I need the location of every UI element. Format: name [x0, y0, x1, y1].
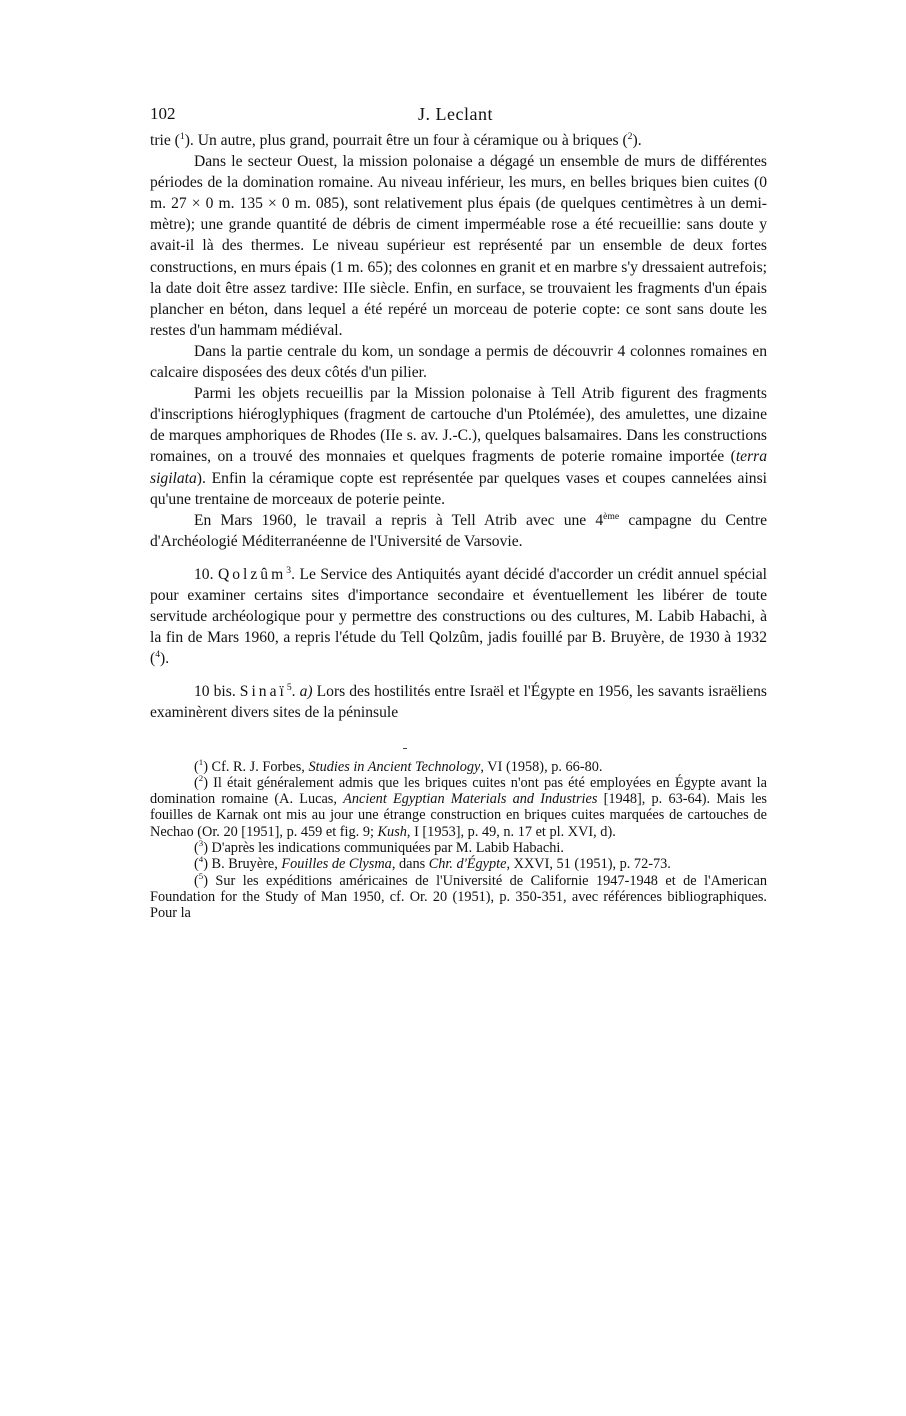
text: Cf. R. J. Forbes,: [207, 758, 309, 775]
footnote-mark: 2: [198, 773, 204, 784]
text: ).: [632, 132, 642, 149]
footnote-5: ($^5$) Sur les expéditions américaines de l'Université de Californie 1947-1948 et de l'American Foundation for the Study of Man 1950, cf. Or. 20 (1951), p. 350-351, avec références bibliographiques. Pour la: [150, 870, 767, 922]
text: Parmi les objets recueillis par la Mission polonaise à Tell Atrib figurent des fragments d'inscriptions hiéroglyphiques (fragment de cartouche d'un Ptolémée), des amulettes, une dizaine de marques amphoriques de Rhodes (IIe s. av. J.-C.), quelques balsamaires. Dans les constructions romaines, on a trouvé des monnaies et quelques fragments de poterie romaine importée (: [150, 385, 767, 466]
footnote-mark: 3: [198, 838, 204, 849]
text: . Le Service des Antiquités ayant décidé d'accorder un crédit annuel spécial pour examiner certains sites d'importance secondaire et éventuellement les libérer de toute servitude archéologique pour y permettre des constructions ou des cultures, M. Labib Habachi, à la fin de Mars 1960, a repris l'étude du Tell Qolzûm, jadis fouillé par B. Bruyère, de 1930 à 1932 (: [150, 565, 767, 668]
text: Lors des hostilités entre Israël et l'Égypte en 1956, les savants israëliens examinèrent divers sites de la péninsule: [150, 683, 767, 722]
section-gap: [150, 669, 767, 681]
superscript: ème: [603, 510, 620, 522]
text: , I [1953], p. 49, n. 17 et pl. XVI, d).: [406, 823, 616, 840]
text: , dans: [391, 856, 429, 873]
italic-title: Chr. d'Égypte: [428, 856, 507, 873]
text: D'après les indications communiquées par M. Labib Habachi.: [207, 840, 564, 857]
footnote-3: ($^3$) D'après les indications communiquées par M. Labib Habachi.: [194, 838, 564, 857]
paragraph-3: Dans la partie centrale du kom, un sondage a permis de découvrir 4 colonnes romaines en calcaire disposées des deux côtés d'un pilier.: [150, 342, 767, 382]
footnote-ref-2: 2: [627, 130, 633, 142]
section-10-paragraph: [150, 564, 767, 669]
italic-title: Kush: [377, 823, 407, 840]
running-head-author: J. Leclant: [418, 104, 493, 124]
page: [150, 96, 767, 922]
italic-title: Ancient Egyptian Materials and Industries: [343, 791, 598, 808]
footnote-2: ($^2$) Il était généralement admis que les briques cuites n'ont pas été employées en Égypte avant la domination romaine (A. Lucas, Ancient Egyptian Materials and Industries [1948], p. 63-64). Mais les fouilles de Karnak ont mis au jour une étrange construction en briques cuites marquées de cartouches de Nechao (Or. 20 [1951], p. 459 et fig. 9; Kush, I [1953], p. 49, n. 17 et pl. XVI, d).: [150, 773, 767, 840]
text: ). Enfin la céramique copte est représentée par quelques vases et coupes cannelées ainsi qu'une trentaine de morceaux de poterie peinte.: [150, 469, 767, 508]
page-number: 102: [150, 104, 176, 123]
section-10bis-paragraph: [150, 681, 767, 723]
section-number: 10.: [194, 565, 218, 583]
footnote-4: ($^4$) B. Bruyère, Fouilles de Clysma, dans Chr. d'Égypte, XXVI, 51 (1951), p. 72-73.: [194, 854, 671, 873]
text: B. Bruyère,: [207, 856, 282, 873]
footnote-mark: 1: [198, 756, 204, 767]
text: .: [291, 683, 300, 701]
paragraph-5: [150, 510, 767, 552]
text: campagne du Centre d'Archéologié Méditerranéenne de l'Université de Varsovie.: [150, 511, 767, 550]
footnote-ref-4: 4: [155, 649, 161, 661]
text: En Mars 1960, le travail a repris à Tell Atrib avec une 4: [194, 511, 604, 529]
paragraph-4: [150, 383, 767, 510]
main-text: [150, 130, 767, 724]
text: , VI (1958), p. 66-80.: [480, 758, 603, 775]
text: trie (: [150, 132, 180, 149]
section-gap: [150, 552, 767, 564]
text: Sur les expéditions américaines de l'Université de Californie 1947-1948 et de l'American Foundation for the Study of Man 1950, cf. Or. 20 (1951), p. 350-351, avec références bibliographiques. Pour la: [150, 872, 767, 922]
text: ). Un autre, plus grand, pourrait être un four à céramique ou à briques (: [184, 132, 628, 149]
footnote-mark: 4: [198, 854, 204, 865]
italic-title: Studies in Ancient Technology: [308, 758, 481, 775]
footnote-mark: 5: [198, 870, 204, 881]
footnote-1: ($^1$) Cf. R. J. Forbes, Studies in Ancient Technology, VI (1958), p. 66-80.: [194, 756, 603, 775]
text: Il était généralement admis que les briques cuites n'ont pas été employées en Égypte avant la domination romaine (A. Lucas,: [150, 774, 767, 808]
italic-title: Fouilles de Clysma: [281, 856, 392, 873]
footnote-ref-5: 5: [286, 682, 292, 694]
footnote-separator: [403, 748, 407, 749]
text: [1948], p. 63-64). Mais les fouilles de Karnak ont mis au jour une étrange construction en briques cuites marquées de cartouches de Nechao (Or. 20 [1951], p. 459 et fig. 9;: [150, 791, 767, 840]
italic-term: terra sigilata: [150, 448, 767, 487]
section-title: Sinaï: [239, 683, 287, 701]
running-header: [150, 96, 767, 130]
text: ).: [160, 650, 170, 668]
enumeration-letter: a): [299, 683, 313, 701]
footnote-ref-1: 1: [179, 130, 185, 142]
section-title: Qolzûm: [217, 565, 287, 583]
paragraph-2: Dans le secteur Ouest, la mission polonaise a dégagé un ensemble de murs de différentes périodes de la domination romaine. Au niveau inférieur, les murs, en belles briques bien cuites (0 m. 27 × 0 m. 135 × 0 m. 085), sont relativement plus épais (de quelques centimètres à un demi-mètre); une grande quantité de débris de ciment imperméable rose a été recueillie: sans doute y avait-il là des thermes. Le niveau supérieur est représenté par un ensemble de deux fortes constructions, en murs épais (1 m. 65); des colonnes en granit et en marbre s'y dressaient autrefois; la date doit être assez tardive: IIIe siècle. Enfin, en surface, se trouvaient les fragments d'un épais plancher en béton, dans lequel a été repéré un morceau de poterie copte: ce sont sans doute les restes d'un hammam médiéval.: [150, 153, 767, 339]
footnotes: [150, 756, 767, 922]
paragraph-1: [150, 130, 767, 151]
footnote-ref-3: 3: [286, 564, 292, 576]
section-number: 10 bis.: [194, 683, 240, 701]
text: , XXVI, 51 (1951), p. 72-73.: [506, 856, 671, 873]
